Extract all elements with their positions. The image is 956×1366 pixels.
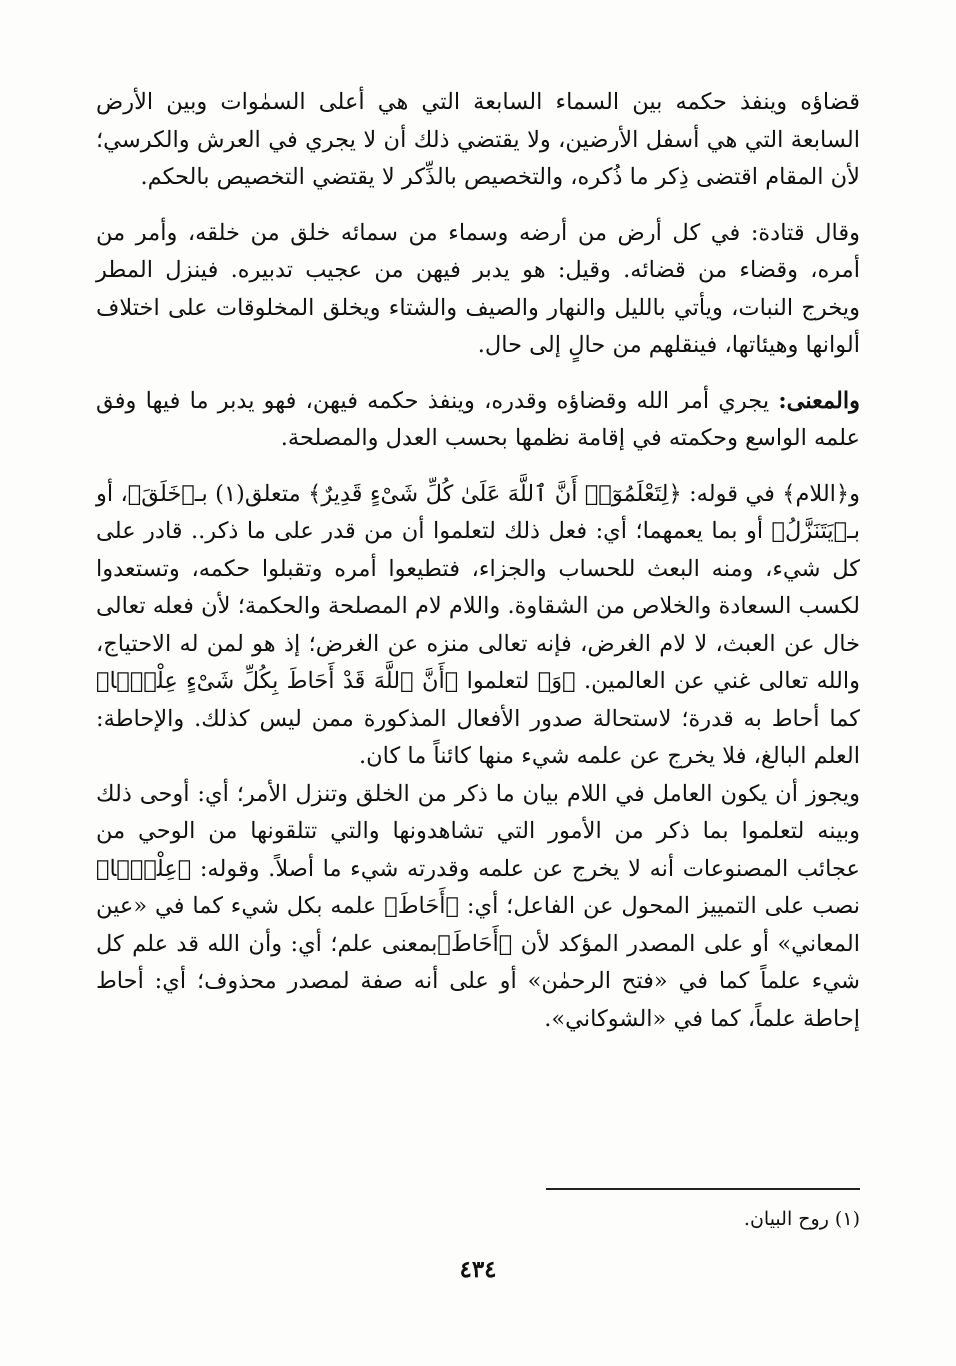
paragraph-5-text: ويجوز أن يكون العامل في اللام بيان ما ذكر من الخلق وتنزل الأمر؛ أي: أوحى ذلك وبينه لتعلموا بما ذكر من الأمور التي تشاهدونها والتي تتلقونها من الوحي من عجائب المصنوعات أنه لا يخرج عن علمه وقدرته شيء ما أصلاً. وقوله: ﴿عِلْمًۢا﴾ نصب على التمييز المحول عن الفاعل؛ أي: ﴿أَحَاطَ﴾ علمه بكل شيء كما في «عين المعاني» أو على المصدر المؤكد لأن ﴿أَحَاطَ﴾بمعنى علم؛ أي: وأن الله قد علم كل شيء علماً كما في «فتح الرحمٰن» أو على أنه صفة لمصدر محذوف؛ أي: أحاط إحاطة علماً، كما في «الشوكاني».	[96, 780, 860, 1032]
paragraph-3	[96, 383, 860, 458]
paragraph-5	[96, 776, 860, 1039]
paragraph-4-text: و﴿اللام﴾ في قوله: ﴿لِتَعْلَمُوٓا۟ أَنَّ ٱللَّهَ عَلَىٰ كُلِّ شَىْءٍ قَدِيرٌ﴾ متعلق(١) بـ﴿خَلَقَ﴾، أو بـ﴿يَتَنَزَّلُ﴾ أو بما يعمهما؛ أي: فعل ذلك لتعلموا أن من قدر على ما ذكر.. قادر على كل شيء، ومنه البعث للحساب والجزاء، فتطيعوا أمره وتقبلوا حكمه، وتستعدوا لكسب السعادة والخلاص من الشقاوة. واللام لام المصلحة والحكمة؛ لأن فعله تعالى خال عن العبث، لا لام الغرض، فإنه تعالى منزه عن الغرض؛ إذ هو لمن له الاحتياج، والله تعالى غني عن العالمين. ﴿وَ﴾ لتعلموا ﴿أَنَّ ٱللَّهَ قَدْ أَحَاطَ بِكُلِّ شَىْءٍ عِلْمًۢا﴾ كما أحاط به قدرة؛ لاستحالة صدور الأفعال المذكورة ممن ليس كذلك. والإحاطة: العلم البالغ، فلا يخرج عن علمه شيء منها كائناً ما كان.	[96, 480, 860, 769]
main-text	[96, 84, 860, 1038]
paragraph-1	[96, 84, 860, 197]
footnote: (١) روح البيان.	[743, 1208, 860, 1230]
footnote-divider	[546, 1188, 860, 1190]
paragraph-3-text: يجري أمر الله وقضاؤه وقدره، وينفذ حكمه فيهن، فهو يدبر ما فيها وفق علمه الواسع وحكمته في إقامة نظمها بحسب العدل والمصلحة.	[96, 387, 860, 451]
paragraph-4	[96, 476, 860, 776]
paragraph-2-text: وقال قتادة: في كل أرض من أرضه وسماء من سمائه خلق من خلقه، وأمر من أمره، وقضاء من قضائه. وقيل: هو يدبر فيهن من عجيب تدبيره. فينزل المطر ويخرج النبات، ويأتي بالليل والنهار والصيف والشتاء ويخلق المخلوقات على اختلاف ألوانها وهيئاتها، فينقلهم من حالٍ إلى حال.	[96, 219, 860, 358]
paragraph-3-lead: والمعنى:	[778, 387, 860, 414]
page-number: ٤٣٤	[459, 1256, 497, 1283]
paragraph-1-text: قضاؤه وينفذ حكمه بين السماء السابعة التي هي أعلى السمٰوات وبين الأرض السابعة التي هي أسفل الأرضين، ولا يقتضي ذلك أن لا يجري في العرش والكرسي؛ لأن المقام اقتضى ذِكر ما ذُكره، والتخصيص بالذِّكر لا يقتضي التخصيص بالحكم.	[96, 89, 860, 190]
paragraph-2	[96, 215, 860, 365]
